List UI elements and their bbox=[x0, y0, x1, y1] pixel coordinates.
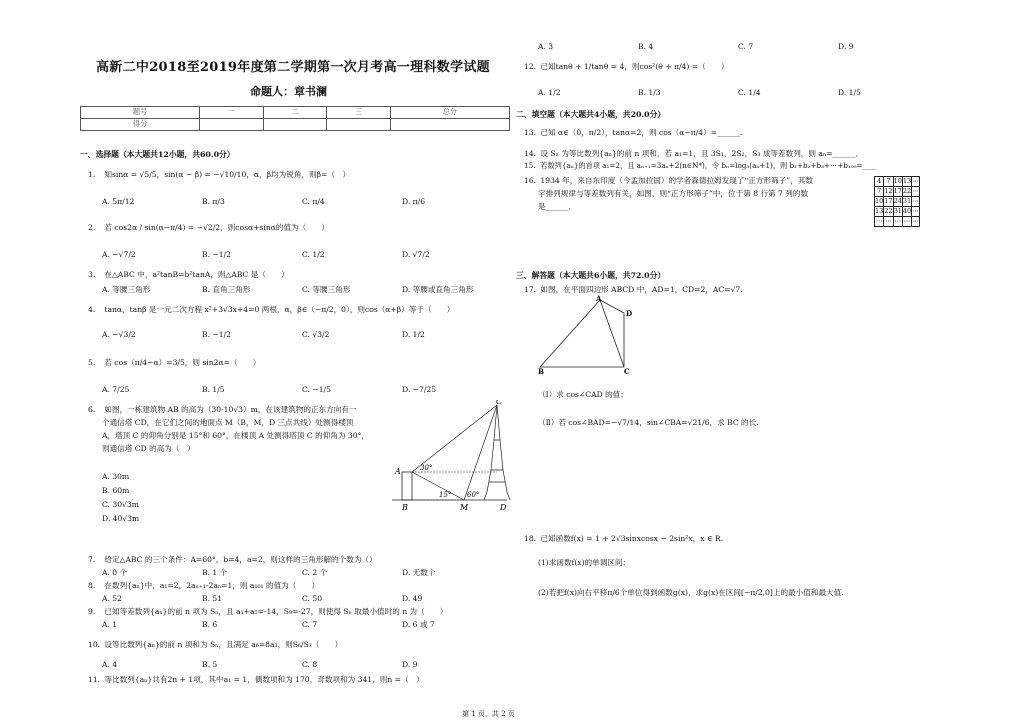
grid-cell: 17 bbox=[893, 186, 902, 195]
question-text: 在数列{aₙ}中，a₁=2，2aₙ₊₁-2aₙ=1，则 a₁₀₁ 的值为（ ） bbox=[104, 581, 320, 590]
exam-title: 高新二中2018至2019年度第二学期第一次月考高一理科数学试题 bbox=[96, 60, 490, 75]
question-12 bbox=[524, 62, 728, 71]
question-text-line: 1934 年，来自东印度（今孟加拉国）的学者森德拉姆发现了“正方形筛子”，其数 bbox=[540, 176, 813, 185]
option-a: A. 1 bbox=[102, 620, 118, 629]
score-cell[interactable] bbox=[390, 119, 509, 131]
option-b: B. 1/5 bbox=[202, 385, 225, 394]
score-header-cell: 一 bbox=[200, 107, 264, 119]
question-number: 12. bbox=[524, 62, 537, 71]
grid-cell: 31 bbox=[893, 206, 902, 215]
option-d: D. π/6 bbox=[402, 197, 426, 206]
question-text: 若 cos（π/4−α）=3/5，则 sin2α=（ ） bbox=[104, 358, 261, 367]
question-2 bbox=[88, 223, 329, 232]
question-4 bbox=[88, 305, 454, 314]
q18-part1: (1)求函数f(x)的单调区间； bbox=[538, 558, 631, 567]
score-header-cell: 总分 bbox=[390, 107, 509, 119]
q17-part2: （Ⅱ）若 cos∠BAD=−√7/14，sin∠CBA=√21/6，求 BC 的长. bbox=[538, 418, 759, 427]
right-column bbox=[516, 0, 919, 724]
section-heading-fill: 二、填空题（本大题共4小题，共20.0分） bbox=[516, 110, 666, 119]
option-a: A. 3 bbox=[538, 42, 554, 51]
option-a: A. 4 bbox=[102, 660, 118, 669]
option-c: C. √3/2 bbox=[302, 330, 330, 339]
question-text: 已知等差数列{aₙ}的前 n 项为 Sₙ，且 a₁+a₅=-14，S₉=-27，则使得 Sₙ 取最小值时的 n 为（ ） bbox=[104, 607, 448, 616]
option-a: A. 30m bbox=[102, 472, 130, 481]
question-10 bbox=[88, 640, 342, 649]
option-b: B. 5 bbox=[202, 660, 218, 669]
line-mc bbox=[464, 405, 497, 500]
score-cell[interactable] bbox=[327, 119, 391, 131]
option-b: B. 1 个 bbox=[202, 568, 228, 577]
question-14 bbox=[524, 149, 863, 158]
question-16 bbox=[524, 176, 813, 185]
question-8 bbox=[88, 581, 319, 590]
question-number: 1. bbox=[88, 170, 96, 179]
question-text: 设 Sₙ 为等比数列{aₙ}的前 n 项和，若 a₁=1，且 3S₁，2S₂，S₃ 成等差数列，则 aₙ=______． bbox=[540, 149, 863, 158]
question-text: 给定△ABC 的三个条件：A=60°，b=4，a=2，则这样的三角形解的个数为（） bbox=[104, 555, 377, 564]
score-table bbox=[80, 106, 510, 131]
question-number: 7. bbox=[88, 555, 96, 564]
option-b: B. 60m bbox=[102, 486, 130, 495]
tower-icon bbox=[484, 405, 510, 500]
option-a: A. 0 个 bbox=[102, 568, 128, 577]
line-ac bbox=[412, 405, 497, 472]
question-number: 3. bbox=[88, 270, 96, 279]
option-c: C. 2 个 bbox=[302, 568, 328, 577]
question-text-line: 个通信塔 CD，在它们之间的地面点 M（B，M，D 三点共线）处测得楼顶 bbox=[102, 418, 354, 427]
option-b: B. 6 bbox=[202, 620, 218, 629]
option-c: C. 50 bbox=[302, 594, 323, 603]
question-11 bbox=[88, 675, 424, 684]
question-text: 知sinα = √5/5，sin(α − β) = −√10/10，α，β均为锐角，则β=（ ） bbox=[104, 170, 351, 179]
option-d: D. √7/2 bbox=[402, 250, 430, 259]
option-c: C. 等腰三角形 bbox=[302, 285, 351, 294]
question-text: 若数列{aₙ}的首项 a₁=2，且 aₙ₊₁=3aₙ+2(n∈N*)，令 bₙ=log₃(aₙ+1)，则 b₁+b₂+b₃+⋯+b₁₀₀=____ bbox=[540, 161, 877, 170]
question-text: 设等比数列{aₙ}的前 n 项和为 Sₙ，且满足 a₆=8a₃，则S₆/S₃（ ） bbox=[104, 640, 343, 649]
score-cell[interactable] bbox=[200, 119, 264, 131]
grid-cell: ⋯ bbox=[912, 186, 919, 195]
label-a: A bbox=[596, 295, 602, 303]
option-c: C. 7 bbox=[302, 620, 318, 629]
option-a: A. 52 bbox=[102, 594, 122, 603]
question-9 bbox=[88, 607, 448, 616]
building-shape bbox=[402, 472, 412, 500]
question-number: 10. bbox=[88, 640, 101, 649]
option-b: B. 51 bbox=[202, 594, 223, 603]
option-c: C. 1/2 bbox=[302, 250, 325, 259]
grid-cell: ⋯ bbox=[912, 216, 919, 225]
grid-cell: 13 bbox=[902, 176, 912, 185]
label-m: M bbox=[460, 503, 469, 512]
question-text: 已知 α∈（0，π/2），tanα=2，则 cos（α−π/4）=______. bbox=[540, 128, 743, 137]
option-a: A. −√7/2 bbox=[102, 250, 136, 259]
q17-part1: （Ⅰ）求 cos∠CAD 的值； bbox=[538, 390, 628, 399]
option-d: D. −7/25 bbox=[402, 385, 437, 394]
score-label-cell: 得分 bbox=[81, 119, 200, 131]
q18-part2: (2)若把f(x)向右平移π/6个单位得到函数g(x)，求g(x)在区间[−π/2,0]上的最小值和最大值. bbox=[538, 588, 844, 597]
question-number: 16. bbox=[524, 176, 537, 185]
label-b: B bbox=[538, 367, 544, 375]
question-6 bbox=[88, 405, 357, 414]
section-heading-answer: 三、解答题（本大题共6小题，共72.0分） bbox=[516, 271, 666, 280]
grid-cell: 7 bbox=[875, 187, 884, 197]
question-text: 如图，在平面四边形 ABCD 中，AD=1，CD=2，AC=√7. bbox=[540, 285, 743, 294]
grid-cell: 10 bbox=[893, 176, 902, 185]
question-5 bbox=[88, 358, 260, 367]
option-d: D. 等腰或直角三角形 bbox=[402, 285, 474, 294]
question-number: 13. bbox=[524, 128, 537, 137]
question-text-line: 则通信塔 CD 的高为（ ） bbox=[102, 444, 195, 453]
line-am bbox=[412, 472, 464, 500]
label-b: B bbox=[402, 503, 408, 512]
grid-cell: 7 bbox=[884, 177, 893, 187]
question-number: 5. bbox=[88, 358, 96, 367]
question-1 bbox=[88, 170, 350, 179]
label-d: D bbox=[500, 503, 507, 512]
grid-cell: 12 bbox=[884, 186, 893, 195]
option-d: D. 1/2 bbox=[402, 330, 425, 339]
question-text: tanα，tanβ 是一元二次方程 x²+3√3x+4=0 两根，α，β∈（−π/2，0），则cos（α+β）等于（ ） bbox=[104, 305, 455, 314]
question-text-line: 是______． bbox=[538, 202, 576, 211]
option-d: D. 6 或 7 bbox=[402, 620, 435, 629]
question-number: 8. bbox=[88, 581, 96, 590]
option-a: A. −√3/2 bbox=[102, 330, 136, 339]
question-number: 18. bbox=[524, 534, 537, 543]
grid-cell: ⋯ bbox=[903, 216, 911, 225]
grid-cell: ⋯ bbox=[912, 196, 919, 205]
option-c: C. 8 bbox=[302, 660, 318, 669]
angle-15: 15° bbox=[439, 491, 452, 499]
question-number: 17. bbox=[524, 285, 537, 294]
question-text: 若 cos2α / sin(α−π/4) = −√2/2，则cosα+sinα的值为（ ） bbox=[104, 223, 330, 232]
question-7 bbox=[88, 555, 377, 564]
score-header-cell: 二 bbox=[263, 107, 327, 119]
option-b: B. 4 bbox=[638, 42, 654, 51]
quadrilateral-shape bbox=[540, 300, 624, 367]
question-number: 11. bbox=[88, 675, 101, 684]
option-d: D. 无数个 bbox=[402, 568, 436, 577]
option-c: C. 30√3m bbox=[102, 500, 139, 509]
question-15 bbox=[524, 162, 877, 171]
question-number: 6. bbox=[88, 405, 96, 414]
question-text-line: 字排列规律与等差数列有关，如图，则“正方形筛子”中，位于第 8 行第 7 列的数 bbox=[538, 189, 809, 198]
option-c: C. 1/4 bbox=[738, 88, 761, 97]
score-header-cell: 三 bbox=[327, 107, 391, 119]
grid-cell: 22 bbox=[902, 186, 912, 195]
grid-cell: 22 bbox=[884, 206, 893, 215]
option-d: D. 1/5 bbox=[838, 88, 861, 97]
question-text-line: A，塔顶 C 的仰角分别是 15°和 60°，在楼顶 A 处测得塔顶 C 的仰角为 30°， bbox=[102, 431, 369, 440]
question-number: 4. bbox=[88, 305, 96, 314]
diagonal-ac bbox=[600, 300, 624, 367]
option-a: A. 5π/12 bbox=[102, 197, 135, 206]
angle-30: 30° bbox=[420, 464, 433, 472]
grid-cell: ⋯ bbox=[894, 216, 901, 225]
option-a: A. 1/2 bbox=[538, 88, 561, 97]
quadrilateral-figure bbox=[538, 295, 638, 375]
grid-cell: 13 bbox=[875, 206, 884, 215]
angle-60: 60° bbox=[467, 491, 480, 499]
question-text: 等比数列{aₙ}共有2n + 1项，其中a₁ = 1，偶数项和为 170，奇数项和为 341，则n =（ ） bbox=[104, 675, 424, 684]
option-b: B. −1/2 bbox=[202, 330, 231, 339]
option-b: B. π/3 bbox=[202, 197, 225, 206]
section-heading-choice: 一、选择题（本大题共12小题，共60.0分） bbox=[80, 150, 235, 159]
grid-cell: 31 bbox=[902, 196, 912, 205]
question-17 bbox=[524, 285, 743, 294]
sieve-grid bbox=[874, 176, 920, 227]
question-3 bbox=[88, 270, 289, 279]
label-c: C bbox=[624, 367, 630, 375]
grid-cell: ⋯ bbox=[885, 216, 892, 225]
option-c: C. 7 bbox=[738, 42, 754, 51]
grid-cell: 4 bbox=[875, 177, 884, 187]
grid-cell: 10 bbox=[875, 196, 884, 205]
option-d: D. 9 bbox=[838, 42, 854, 51]
page-footer: 第 1 页，共 2 页 bbox=[462, 710, 515, 718]
grid-cell: ⋯ bbox=[912, 206, 919, 215]
option-b: B. 直角三角形 bbox=[202, 285, 251, 294]
option-d: D. 49 bbox=[402, 594, 423, 603]
tower-figure bbox=[392, 400, 512, 515]
label-d: D bbox=[626, 309, 633, 318]
option-d: D. 40√3m bbox=[102, 514, 140, 523]
option-b: B. 1/3 bbox=[638, 88, 661, 97]
question-number: 9. bbox=[88, 607, 96, 616]
question-text: 在△ABC 中，a²tanB=b²tanA，则△ABC 是（ ） bbox=[104, 270, 289, 279]
option-c: C. π/4 bbox=[302, 197, 325, 206]
grid-cell: ⋯ bbox=[875, 216, 883, 225]
grid-cell: ⋯ bbox=[912, 176, 919, 185]
exam-author: 命题人：章书澜 bbox=[250, 85, 327, 98]
question-number: 14. bbox=[524, 149, 537, 158]
grid-cell: 24 bbox=[893, 196, 902, 205]
grid-cell: 17 bbox=[884, 196, 893, 205]
option-a: A. 7/25 bbox=[102, 385, 130, 394]
question-13 bbox=[524, 128, 742, 137]
question-number: 15. bbox=[524, 161, 536, 170]
question-text: 已知函数f(x) = 1 + 2√3sinxcosx − 2sin²x，x ∈ R. bbox=[540, 534, 724, 543]
option-d: D. 9 bbox=[402, 660, 418, 669]
question-text: 已知tanθ + 1/tanθ = 4，则cos²(θ + π/4) =（ ） bbox=[540, 62, 729, 71]
score-cell[interactable] bbox=[263, 119, 327, 131]
label-c: C bbox=[496, 400, 503, 406]
question-number: 2. bbox=[88, 223, 96, 232]
score-header-cell: 题号 bbox=[81, 107, 200, 119]
grid-cell: 40 bbox=[902, 206, 912, 215]
option-b: B. −1/2 bbox=[202, 250, 231, 259]
question-text-line: 如图，一栋建筑物 AB 的高为（30-10√3）m，在该建筑物的正东方向有一 bbox=[104, 405, 357, 414]
option-c: C. −1/5 bbox=[302, 385, 331, 394]
option-a: A. 等腰三角形 bbox=[102, 285, 151, 294]
label-a: A bbox=[395, 467, 401, 476]
question-18 bbox=[524, 534, 723, 543]
left-column bbox=[80, 0, 510, 724]
